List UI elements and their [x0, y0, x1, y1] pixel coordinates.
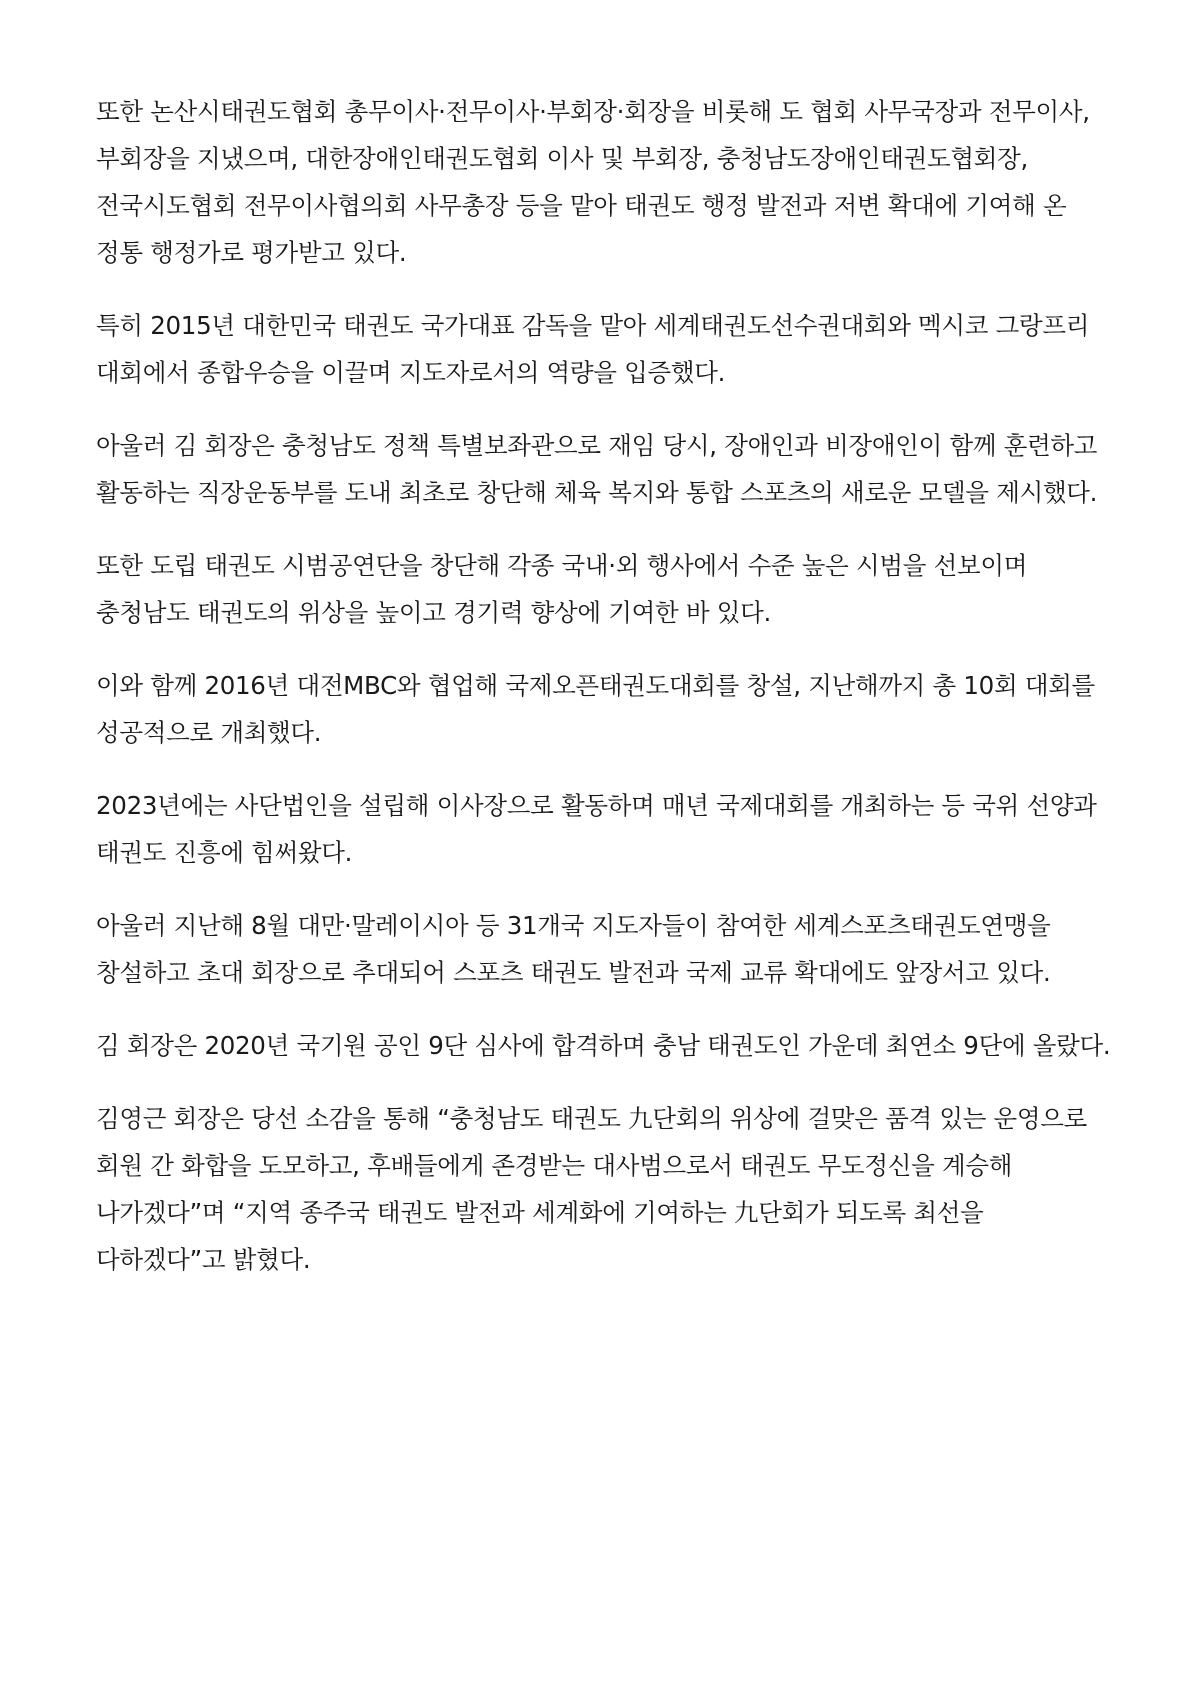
paragraph: 아울러 김 회장은 충청남도 정책 특별보좌관으로 재임 당시, 장애인과 비장애인이 함께 훈련하고 활동하는 직장운동부를 도내 최초로 창단해 체육 복지와 통합 스포츠의 새로운 모델을 제시했다. — [96, 431, 1098, 507]
paragraph: 이와 함께 2016년 대전MBC와 협업해 국제오픈태권도대회를 창설, 지난해까지 총 10회 대회를 성공적으로 개최했다. — [96, 671, 1095, 747]
article-body — [96, 88, 1112, 1309]
paragraph: 김 회장은 2020년 국기원 공인 9단 심사에 합격하며 충남 태권도인 가운데 최연소 9단에 올랐다. — [96, 1031, 1111, 1060]
paragraph: 아울러 지난해 8월 대만·말레이시아 등 31개국 지도자들이 참여한 세계스포츠태권도연맹을 창설하고 초대 회장으로 추대되어 스포츠 태권도 발전과 국제 교류 확대에도 앞장서고 있다. — [96, 911, 1051, 987]
paragraph: 김영근 회장은 당선 소감을 통해 “충청남도 태권도 九단회의 위상에 걸맞은 품격 있는 운영으로 회원 간 화합을 도모하고, 후배들에게 존경받는 대사범으로서 태권도 무도정신을 계승해 나가겠다”며 “지역 종주국 태권도 발전과 세계화에 기여하는 九단회가 되도록 최선을 다하겠다”고 밝혔다. — [96, 1104, 1088, 1274]
paragraph: 2023년에는 사단법인을 설립해 이사장으로 활동하며 매년 국제대회를 개최하는 등 국위 선양과 태권도 진흥에 힘써왔다. — [96, 791, 1097, 867]
paragraph: 또한 논산시태권도협회 총무이사·전무이사·부회장·회장을 비롯해 도 협회 사무국장과 전무이사, 부회장을 지냈으며, 대한장애인태권도협회 이사 및 부회장, 충청남도장애인태권도협회장, 전국시도협회 전무이사협의회 사무총장 등을 맡아 태권도 행정 발전과 저변 확대에 기여해 온 정통 행정가로 평가받고 있다. — [96, 97, 1090, 267]
paragraph: 특히 2015년 대한민국 태권도 국가대표 감독을 맡아 세계태권도선수권대회와 멕시코 그랑프리 대회에서 종합우승을 이끌며 지도자로서의 역량을 입증했다. — [96, 311, 1090, 387]
paragraph: 또한 도립 태권도 시범공연단을 창단해 각종 국내·외 행사에서 수준 높은 시범을 선보이며 충청남도 태권도의 위상을 높이고 경기력 향상에 기여한 바 있다. — [96, 551, 1028, 627]
